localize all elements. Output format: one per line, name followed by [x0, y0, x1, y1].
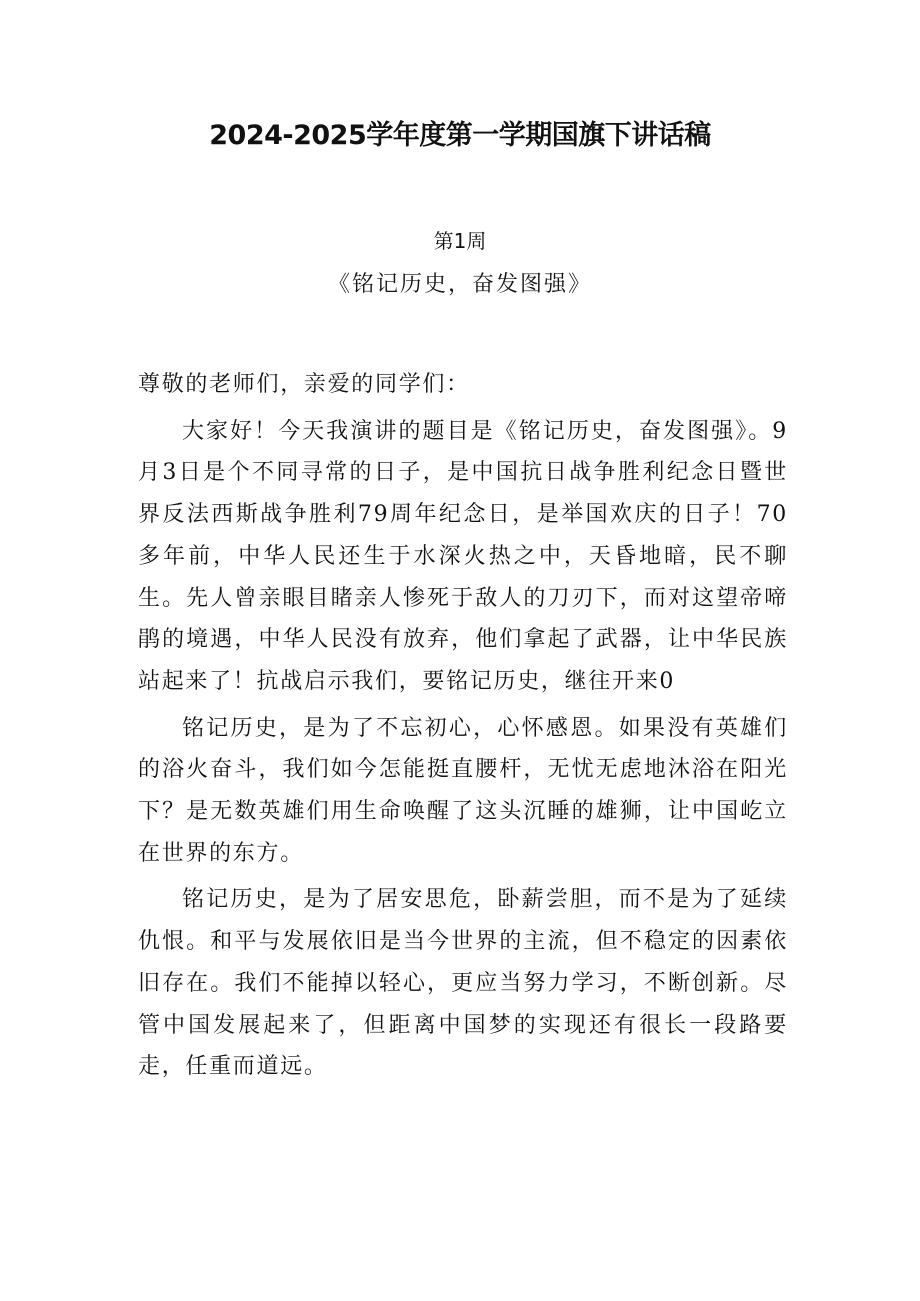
speech-subtitle: 《铭记历史，奋发图强》: [327, 272, 592, 297]
salutation: 尊敬的老师们，亲爱的同学们：: [138, 372, 470, 397]
paragraph-3: 铭记历史，是为了居安思危，卧薪尝胆，而不是为了延续仇恨。和平与发展依旧是当今世界的主流，但不稳定的因素依旧存在。我们不能掉以轻心，更应当努力学习，不断创新。尽管中国发展起来了，但距离中国梦的实现还有很长一段路要走，任重而道远。: [138, 887, 788, 1080]
speech-body: [138, 364, 788, 1093]
document-title: 2024-2025学年度第一学期国旗下讲话稿: [209, 120, 711, 151]
paragraph-1: 大家好！今天我演讲的题目是《铭记历史，奋发图强》。9月3日是个不同寻常的日子，是中国抗日战争胜利纪念日暨世界反法西斯战争胜利79周年纪念日，是举国欢庆的日子！70多年前，中华人民还生于水深火热之中，天昏地暗，民不聊生。先人曾亲眼目睹亲人惨死于敌人的刀刃下，而对这望帝啼鹃的境遇，中华人民没有放弃，他们拿起了武器，让中华民族站起来了！抗战启示我们，要铭记历史，继往开来0: [138, 418, 788, 694]
week-label: 第1周: [433, 229, 487, 253]
paragraph-2: 铭记历史，是为了不忘初心，心怀感恩。如果没有英雄们的浴火奋斗，我们如今怎能挺直腰杆，无忧无虑地沐浴在阳光下？是无数英雄们用生命唤醒了这头沉睡的雄狮，让中国屹立在世界的东方。: [138, 715, 788, 866]
